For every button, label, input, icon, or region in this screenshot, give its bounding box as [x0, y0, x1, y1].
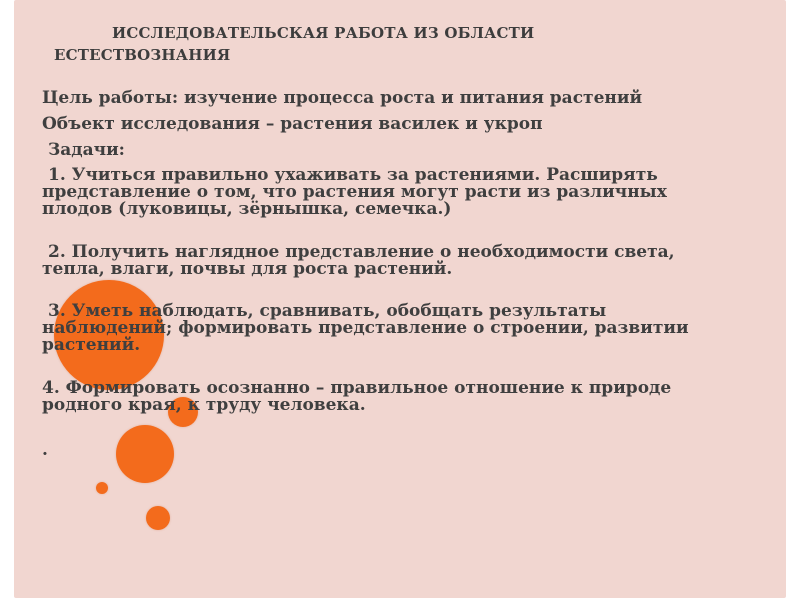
slide-title-line1: ИССЛЕДОВАТЕЛЬСКАЯ РАБОТА ИЗ ОБЛАСТИ	[112, 24, 535, 42]
slide-body	[42, 90, 702, 459]
task-3-line-1: 3. Уметь наблюдать, сравнивать, обобщать результаты	[48, 301, 607, 321]
task-1	[42, 167, 702, 218]
task-1-line-2: представление о том, что растения могут расти из различных	[42, 182, 667, 202]
task-4-line-2: родного края, к труду человека.	[42, 395, 366, 415]
object-text: Объект исследования – растения василек и укроп	[42, 114, 543, 134]
task-1-line-3: плодов (луковицы, зёрнышка, семечка.)	[42, 199, 452, 219]
task-2	[42, 244, 702, 278]
task-2-line-1: 2. Получить наглядное представление о необходимости света,	[48, 242, 675, 262]
goal-text: Цель работы: изучение процесса роста и питания растений	[42, 88, 643, 108]
task-3	[42, 303, 702, 354]
task-4	[42, 380, 702, 414]
tiny-orange-circle	[96, 482, 108, 494]
slide-title-line2: ЕСТЕСТВОЗНАНИЯ	[54, 46, 231, 64]
bottom-orange-circle	[146, 506, 170, 530]
slide-title	[54, 22, 614, 66]
task-3-line-3: растений.	[42, 335, 141, 355]
task-2-line-2: тепла, влаги, почвы для роста растений.	[42, 259, 453, 279]
task-3-line-2: наблюдений; формировать представление о строении, развитии	[42, 318, 689, 338]
task-4-line-1: 4. Формировать осознанно – правильное отношение к природе	[42, 378, 672, 398]
tasks-heading: Задачи:	[48, 140, 125, 160]
task-1-line-1: 1. Учиться правильно ухаживать за растениями. Расширять	[48, 165, 658, 185]
trailing-dot: .	[42, 440, 48, 460]
